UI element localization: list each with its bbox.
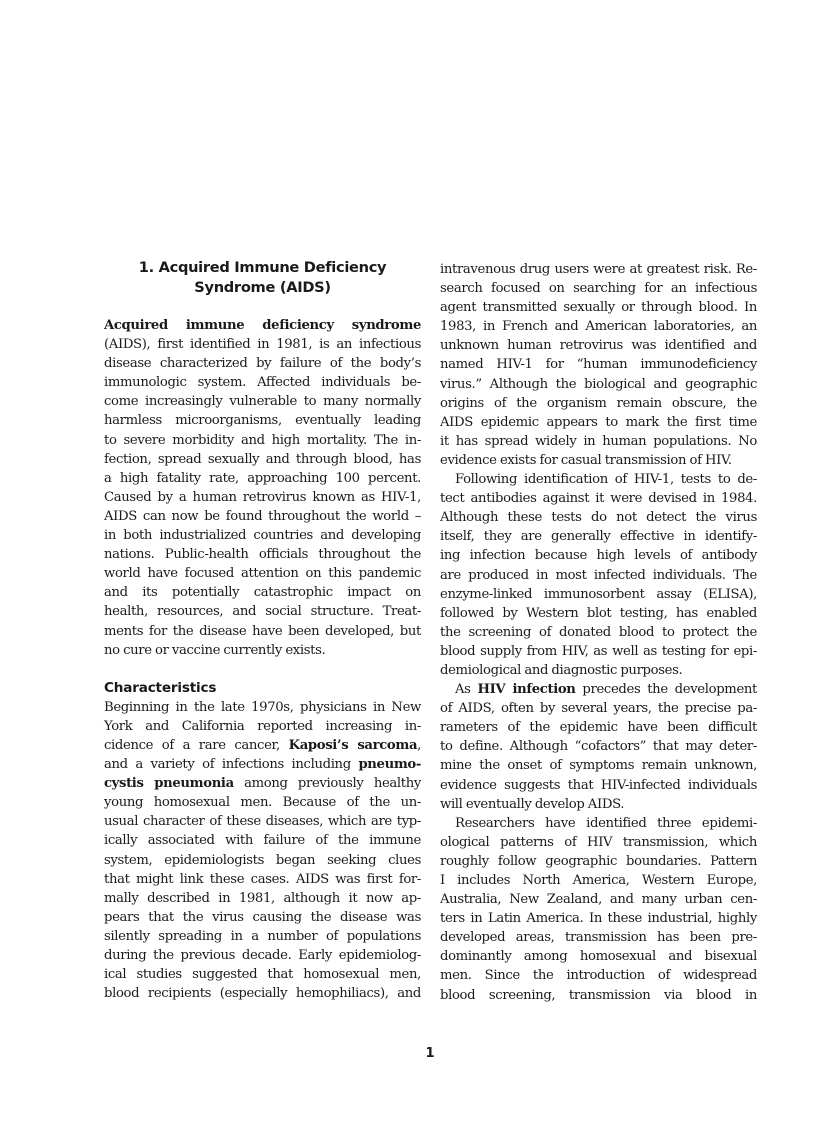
text-line: system, epidemiologists began seeking clues: [104, 852, 421, 868]
text-line: of AIDS, often by several years, the precise pa-: [440, 701, 757, 717]
text-line: pears that the virus causing the disease was: [104, 909, 421, 925]
text-line: disease characterized by failure of the body’s: [104, 356, 421, 372]
text-line: health, resources, and social structure. Treat-: [104, 604, 421, 620]
text-line: Researchers have identified three epidemi-: [455, 815, 757, 831]
text-line: (AIDS), first identified in 1981, is an infectious: [104, 337, 421, 353]
text-line: AIDS can now be found throughout the world –: [104, 508, 421, 524]
text-line: Beginning in the late 1970s, physicians in New: [104, 699, 421, 715]
text-line: immunologic system. Affected individuals be-: [104, 375, 421, 391]
paragraph: [440, 470, 757, 680]
text-line: a high fatality rate, approaching 100 percent.: [104, 470, 421, 486]
bold-term: cystis pneumonia: [104, 776, 234, 792]
paragraph: [440, 680, 757, 814]
text-line: to define. Although “cofactors” that may deter-: [440, 739, 757, 755]
text-line: dominantly among homosexual and bisexual: [440, 949, 757, 965]
text-line: to severe morbidity and high mortality. The in-: [104, 432, 421, 448]
chapter-title-line: Syndrome (AIDS): [194, 279, 331, 296]
text-line: search focused on searching for an infectious: [440, 281, 757, 297]
text-line: Following identification of HIV-1, tests to de-: [455, 472, 757, 488]
section-heading: Characteristics: [104, 679, 217, 696]
text-line: York and California reported increasing in-: [104, 718, 421, 734]
text-segment: ,: [417, 737, 421, 753]
text-line: no cure or vaccine currently exists.: [104, 642, 326, 658]
text-line: [104, 755, 421, 774]
text-line: silently spreading in a number of populations: [104, 928, 421, 944]
chapter-title-line: 1. Acquired Immune Deficiency: [138, 259, 387, 276]
text-line: [104, 316, 421, 335]
text-line: ological patterns of HIV transmission, which: [440, 834, 757, 850]
text-line: [440, 680, 757, 699]
text-line: unknown human retrovirus was identified and: [440, 338, 757, 354]
text-line: tect antibodies against it were devised in 1984.: [440, 491, 757, 507]
paragraph: [104, 698, 421, 1004]
text-line: Australia, New Zealand, and many urban cen-: [440, 892, 757, 908]
bold-term: Acquired immune deficiency syndrome: [104, 318, 421, 333]
text-line: world have focused attention on this pandemic: [104, 566, 421, 582]
bold-term: Kaposi’s sarcoma: [288, 737, 418, 753]
text-line: I includes North America, Western Europe,: [440, 873, 757, 888]
text-line: ical studies suggested that homosexual men,: [104, 967, 421, 983]
text-line: roughly follow geographic boundaries. Pattern: [440, 853, 757, 869]
text-line: intravenous drug users were at greatest risk. Re-: [440, 262, 757, 277]
page-number: 1: [425, 1046, 435, 1061]
text-line: named HIV-1 for “human immunodeficiency: [440, 357, 757, 373]
text-line: come increasingly vulnerable to many normally: [104, 394, 421, 410]
text-line: in both industrialized countries and developing: [104, 528, 421, 544]
text-line: men. Since the introduction of widespread: [440, 968, 757, 984]
text-segment: As: [455, 682, 478, 698]
text-line: the screening of donated blood to protect the: [440, 624, 757, 640]
text-line: followed by Western blot testing, has enabled: [440, 605, 757, 621]
paragraph: [104, 316, 421, 660]
text-line: developed areas, transmission has been pre-: [440, 930, 757, 946]
text-line: mally described in 1981, although it now ap-: [104, 890, 421, 906]
text-line: it has spread widely in human populations. No: [440, 433, 757, 449]
right-column-body: [440, 260, 757, 1005]
left-column: [104, 258, 421, 1003]
text-line: fection, spread sexually and through blood, has: [104, 451, 421, 467]
text-line: [104, 774, 421, 793]
text-line: Although these tests do not detect the virus: [440, 510, 757, 526]
text-line: blood supply from HIV, as well as testing for epi-: [440, 643, 757, 659]
text-segment: precedes the development: [575, 682, 757, 698]
text-line: will eventually develop AIDS.: [440, 796, 625, 812]
text-line: during the previous decade. Early epidemiolog-: [104, 948, 421, 963]
text-line: blood screening, transmission via blood in: [440, 987, 757, 1003]
bold-term: pneumo-: [358, 757, 421, 773]
text-line: ically associated with failure of the immune: [104, 833, 421, 849]
text-line: [104, 736, 421, 755]
text-line: ing infection because high levels of antibody: [440, 548, 757, 564]
text-line: origins of the organism remain obscure, the: [440, 395, 757, 411]
text-line: evidence suggests that HIV-infected individuals: [440, 777, 757, 793]
text-line: that might link these cases. AIDS was first for-: [104, 871, 421, 887]
text-line: young homosexual men. Because of the un-: [104, 795, 421, 811]
text-line: mine the onset of symptoms remain unknown,: [440, 758, 757, 774]
text-line: evidence exists for casual transmission of HIV.: [440, 452, 732, 468]
bold-term: HIV infection: [477, 682, 576, 698]
paragraph: [440, 260, 757, 470]
text-segment: and a variety of infections including: [104, 757, 359, 773]
text-line: nations. Public-health officials throughout the: [104, 547, 421, 563]
left-column-body: [104, 316, 421, 1003]
text-line: usual character of these diseases, which are typ-: [104, 814, 421, 830]
text-line: rameters of the epidemic have been difficult: [440, 720, 757, 736]
text-line: 1983, in French and American laboratories, an: [440, 319, 757, 335]
text-line: enzyme-linked immunosorbent assay (ELISA),: [440, 586, 757, 602]
right-column: [440, 260, 757, 1005]
text-line: Caused by a human retrovirus known as HIV-1,: [104, 489, 421, 505]
paragraph: [440, 814, 757, 1005]
text-line: ters in Latin America. In these industrial, highly: [440, 911, 757, 927]
text-line: ments for the disease have been developed, but: [104, 623, 421, 639]
text-segment: among previously healthy: [233, 776, 421, 792]
text-line: virus.” Although the biological and geographic: [440, 376, 757, 392]
text-line: harmless microorganisms, eventually leading: [104, 413, 421, 429]
text-segment: cidence of a rare cancer,: [104, 737, 289, 753]
text-line: and its potentially catastrophic impact on: [104, 585, 421, 601]
text-line: agent transmitted sexually or through blood. In: [440, 300, 757, 316]
text-line: AIDS epidemic appears to mark the first time: [440, 414, 757, 430]
text-line: blood recipients (especially hemophiliacs), and: [104, 986, 421, 1002]
text-line: are produced in most infected individuals. The: [440, 567, 757, 583]
text-line: demiological and diagnostic purposes.: [440, 662, 683, 678]
text-line: itself, they are generally effective in identify-: [440, 529, 757, 545]
chapter-title: [104, 258, 421, 298]
